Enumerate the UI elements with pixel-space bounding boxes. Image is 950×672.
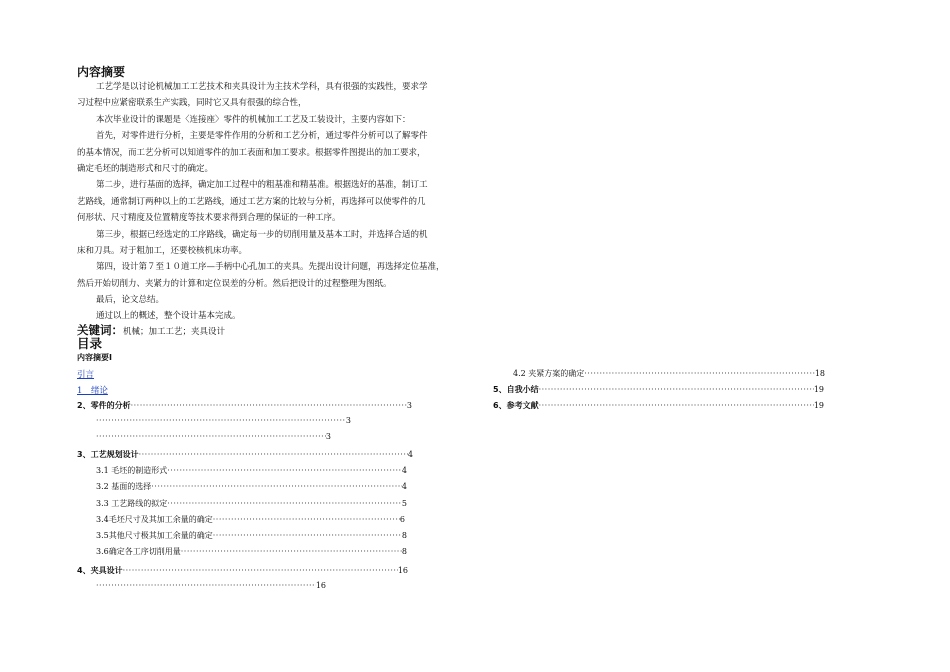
toc-entry[interactable] bbox=[96, 465, 407, 479]
toc-leader bbox=[96, 416, 346, 425]
abstract-line: 确定毛坯的制造形式和尺寸的确定。 bbox=[77, 163, 214, 174]
toc-entry[interactable] bbox=[96, 416, 351, 430]
toc-leader bbox=[96, 432, 326, 441]
toc-leader bbox=[213, 515, 400, 524]
abstract-line: 工艺学是以讨论机械加工工艺技术和夹具设计为主技术学科，具有很强的实践性，要求学 bbox=[96, 82, 428, 92]
toc-heading: 目录 bbox=[77, 336, 103, 351]
toc-page-number: 3 bbox=[345, 416, 351, 425]
toc-leader bbox=[584, 369, 815, 378]
toc-leader bbox=[167, 499, 402, 508]
abstract-line: 第二步，进行基面的选择，确定加工过程中的粗基准和精基准。根据选好的基准，制订工 bbox=[96, 180, 428, 191]
toc-leader bbox=[139, 450, 408, 459]
toc-entry-abstract: 内容摘要Ⅰ bbox=[77, 353, 112, 362]
abstract-line: 艺路线，通常制订两种以上的工艺路线，通过工艺方案的比较与分析，再选择可以使零件的几 bbox=[77, 196, 426, 207]
abstract-line: 最后，论文总结。 bbox=[96, 295, 165, 306]
toc-page-number: 3 bbox=[406, 401, 412, 410]
toc-page-number: 16 bbox=[315, 581, 326, 590]
toc-entry[interactable] bbox=[77, 565, 408, 579]
toc-page-number: 6 bbox=[399, 515, 405, 524]
toc-leader bbox=[539, 385, 814, 394]
toc-entry-label: 3、工艺规划设计 bbox=[77, 450, 139, 459]
toc-entry[interactable] bbox=[513, 368, 825, 382]
toc-leader bbox=[151, 482, 402, 491]
toc-link-introduction[interactable]: 1 绪论 bbox=[77, 386, 108, 396]
toc-entry-label: 5、自我小结 bbox=[493, 385, 539, 394]
toc-leader bbox=[167, 466, 402, 475]
abstract-line: 习过程中应紧密联系生产实践，同时它又具有很强的综合性， bbox=[77, 98, 307, 109]
toc-page-number: 4 bbox=[401, 482, 407, 491]
toc-entry[interactable] bbox=[77, 449, 413, 463]
toc-page-number: 19 bbox=[813, 385, 824, 394]
toc-leader bbox=[213, 531, 402, 540]
toc-entry[interactable] bbox=[96, 530, 407, 544]
toc-entry[interactable] bbox=[96, 514, 405, 528]
abstract-line: 本次毕业设计的课题是〈连接座〉零件的机械加工工艺及工装设计，主要内容如下： bbox=[96, 114, 411, 125]
abstract-line: 的基本情况，而工艺分析可以知道零件的加工表面和加工要求。根据零件图提出的加工要求， bbox=[77, 147, 426, 158]
toc-page-number: 8 bbox=[401, 531, 407, 540]
toc-entry-label: 3.1 毛坯的制造形式 bbox=[96, 466, 168, 475]
toc-entry[interactable] bbox=[96, 432, 331, 446]
toc-entry[interactable] bbox=[96, 481, 407, 495]
toc-page-number: 3 bbox=[325, 432, 331, 441]
toc-entry[interactable] bbox=[493, 400, 824, 414]
toc-entry[interactable] bbox=[77, 400, 412, 414]
toc-page-number: 18 bbox=[814, 369, 825, 378]
abstract-heading: 内容摘要 bbox=[77, 65, 126, 79]
toc-entry-label: 4、夹具设计 bbox=[77, 566, 123, 575]
toc-entry[interactable] bbox=[96, 498, 407, 512]
toc-page-number: 8 bbox=[401, 547, 407, 556]
toc-entry[interactable] bbox=[493, 384, 824, 398]
toc-leader bbox=[539, 401, 814, 410]
abstract-line: 第三步，根据已经选定的工序路线，确定每一步的切削用量及基本工时，并选择合适的机 bbox=[96, 229, 428, 240]
keywords-label: 关键词： bbox=[77, 323, 123, 337]
toc-leader bbox=[181, 547, 402, 556]
toc-entry[interactable] bbox=[96, 581, 326, 595]
abstract-line: 然后开始切削力、夹紧力的计算和定位误差的分析。然后把设计的过程整理为图纸。 bbox=[77, 278, 392, 289]
abstract-line: 床和刀具。对于粗加工，还要校核机床功率。 bbox=[77, 245, 248, 256]
toc-link-preface[interactable]: 引言 bbox=[77, 370, 95, 380]
toc-entry-label: 3.4毛坯尺寸及其加工余量的确定 bbox=[96, 515, 213, 524]
keywords-text: 机械；加工工艺；夹具设计 bbox=[123, 327, 226, 337]
toc-entry-label: 4.2 夹紧方案的确定 bbox=[513, 369, 585, 378]
toc-entry-label: 3.2 基面的选择 bbox=[96, 482, 152, 491]
toc-entry-label: 3.6确定各工序切削用量 bbox=[96, 547, 181, 556]
toc-entry[interactable] bbox=[96, 546, 407, 560]
abstract-line: 首先，对零件进行分析，主要是零件作用的分析和工艺分析，通过零件分析可以了解零件 bbox=[96, 131, 428, 142]
toc-leader bbox=[123, 566, 398, 575]
toc-entry-label: 6、参考文献 bbox=[493, 401, 539, 410]
toc-leader bbox=[131, 401, 407, 410]
toc-page-number: 19 bbox=[813, 401, 824, 410]
abstract-line: 何形状、尺寸精度及位置精度等技术要求得到合理的保证的一种工序。 bbox=[77, 213, 341, 224]
toc-page-number: 4 bbox=[401, 466, 407, 475]
toc-page-number: 5 bbox=[401, 499, 407, 508]
toc-entry-label: 3.3 工艺路线的拟定 bbox=[96, 499, 168, 508]
toc-entry-label: 2、零件的分析 bbox=[77, 401, 131, 410]
abstract-body bbox=[77, 79, 445, 325]
toc-leader bbox=[96, 581, 316, 590]
abstract-line: 第四，设计第７至１０道工序—手柄中心孔加工的夹具。先提出设计问题，再选择定位基准， bbox=[96, 262, 445, 273]
toc-page-number: 4 bbox=[407, 450, 413, 459]
toc-entry-label: 3.5其他尺寸极其加工余量的确定 bbox=[96, 531, 213, 540]
abstract-line: 通过以上的概述，整个设计基本完成。 bbox=[96, 311, 241, 322]
toc-page-number: 16 bbox=[397, 566, 408, 575]
